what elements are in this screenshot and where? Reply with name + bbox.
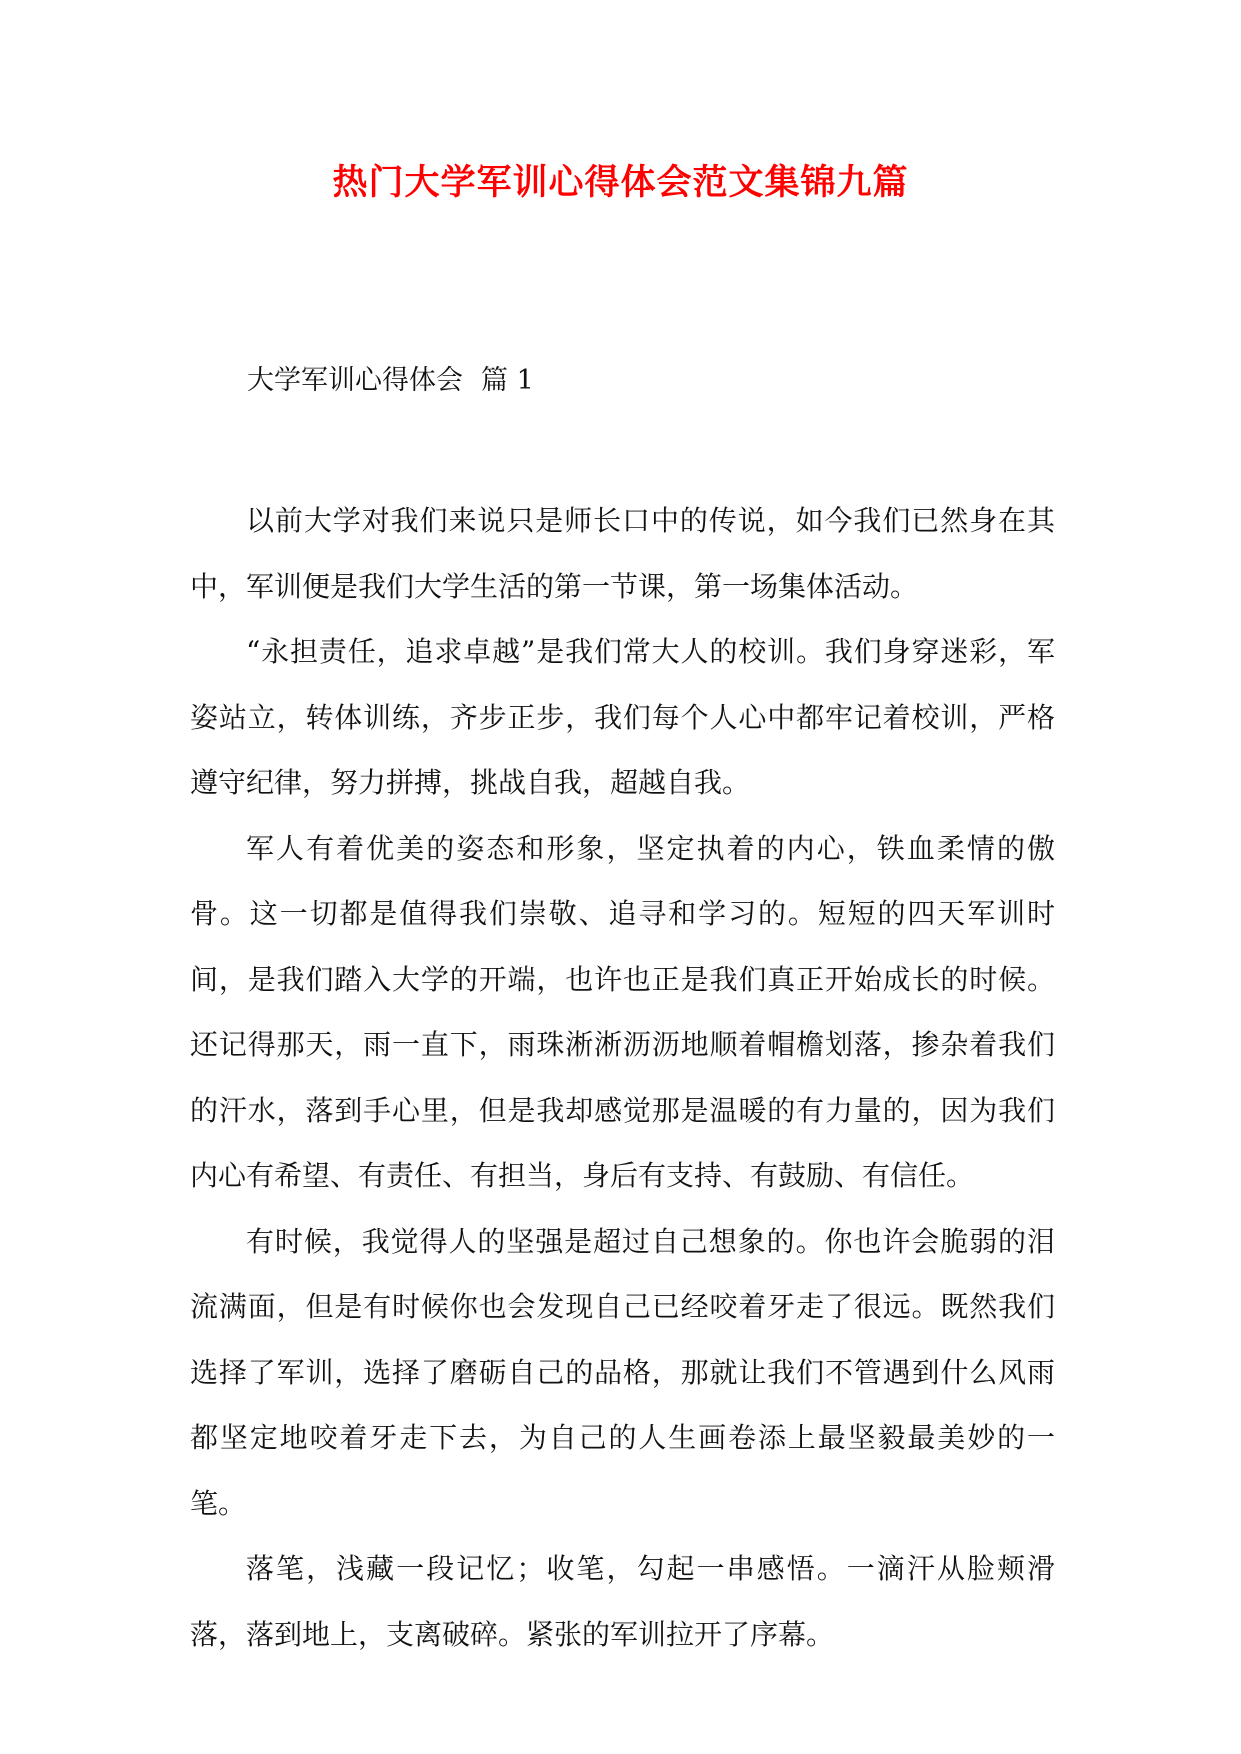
body-text bbox=[190, 488, 1055, 1667]
paragraph: 军人有着优美的姿态和形象，坚定执着的内心，铁血柔情的傲骨。这一切都是值得我们崇敬、追寻和学习的。短短的四天军训时间，是我们踏入大学的开端，也许也正是我们真正开始成长的时候。还记得那天，雨一直下，雨珠淅淅沥沥地顺着帽檐划落，掺杂着我们的汗水，落到手心里，但是我却感觉那是温暖的有力量的，因为我们内心有希望、有责任、有担当，身后有支持、有鼓励、有信任。 bbox=[190, 831, 1055, 1192]
document-title: 热门大学军训心得体会范文集锦九篇 bbox=[332, 162, 909, 203]
paragraph: 有时候，我觉得人的坚强是超过自己想象的。你也许会脆弱的泪流满面，但是有时候你也会发现自己已经咬着牙走了很远。既然我们选择了军训，选择了磨砺自己的品格，那就让我们不管遇到什么风雨都坚定地咬着牙走下去，为自己的人生画卷添上最坚毅最美妙的一笔。 bbox=[190, 1224, 1055, 1520]
paragraph: “永担责任，追求卓越”是我们常大人的校训。我们身穿迷彩，军姿站立，转体训练，齐步正步，我们每个人心中都牢记着校训，严格遵守纪律，努力拼搏，挑战自我，超越自我。 bbox=[190, 635, 1055, 799]
section-heading-text: 大学军训心得体会 bbox=[247, 365, 463, 396]
section-number: 篇 1 bbox=[481, 365, 534, 396]
paragraph: 落笔，浅藏一段记忆；收笔，勾起一串感悟。一滴汗从脸颊滑落，落到地上，支离破碎。紧张的军训拉开了序幕。 bbox=[190, 1552, 1055, 1651]
section-heading bbox=[247, 358, 534, 397]
paragraph: 以前大学对我们来说只是师长口中的传说，如今我们已然身在其中，军训便是我们大学生活的第一节课，第一场集体活动。 bbox=[190, 504, 1055, 603]
